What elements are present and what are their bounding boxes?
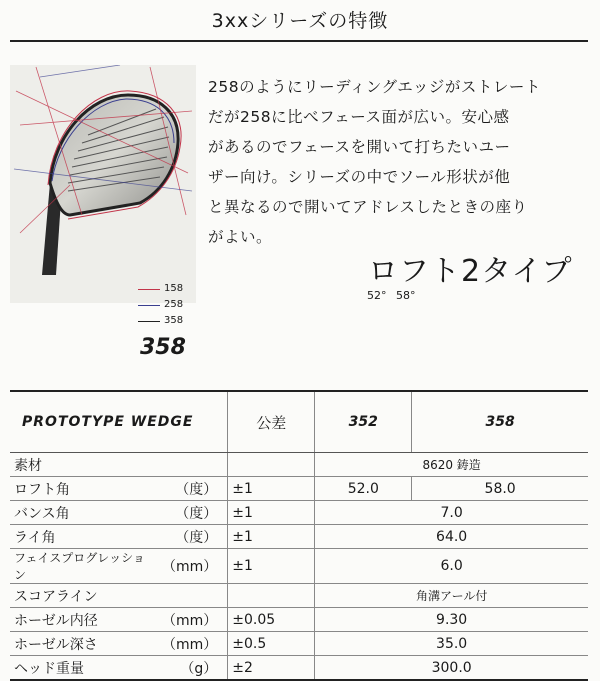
spec-name: ホーゼル深さ <box>10 632 158 656</box>
table-row <box>10 632 588 656</box>
loft-values: 52° 58° <box>367 289 416 302</box>
spec-value: 7.0 <box>315 501 588 525</box>
legend-label: 358 <box>164 315 184 326</box>
spec-value: 角溝アール付 <box>315 584 588 608</box>
description-line: 258のようにリーディングエッジがストレート <box>208 78 541 96</box>
legend-item <box>138 313 183 329</box>
table-row <box>10 453 588 477</box>
header-tolerance: 公差 <box>228 391 315 453</box>
spec-name: 素材 <box>10 453 158 477</box>
description-line: ザー向け。シリーズの中でソール形状が他 <box>208 168 511 186</box>
legend-swatch <box>138 321 160 322</box>
spec-unit: （度） <box>158 501 228 525</box>
wedge-image-panel <box>10 65 196 360</box>
description-line: がよい。 <box>208 228 273 246</box>
table-row <box>10 477 588 501</box>
spec-value-358: 58.0 <box>412 477 588 501</box>
wedge-head-illustration <box>10 65 196 303</box>
legend-swatch <box>138 289 160 290</box>
spec-name: バンス角 <box>10 501 158 525</box>
spec-name: ロフト角 <box>10 477 158 501</box>
spec-tolerance: ±1 <box>228 525 315 549</box>
spec-name: ホーゼル内径 <box>10 608 158 632</box>
spec-unit: （mm） <box>158 632 228 656</box>
wedge-head-shape <box>50 95 178 215</box>
spec-tolerance: ±2 <box>228 656 315 681</box>
spec-value: 300.0 <box>315 656 588 681</box>
spec-value: 6.0 <box>315 549 588 584</box>
legend-label: 158 <box>164 283 184 294</box>
spec-value: 35.0 <box>315 632 588 656</box>
spec-table <box>10 390 588 681</box>
spec-name: フェイスプログレッション <box>10 549 158 584</box>
table-row <box>10 584 588 608</box>
table-row <box>10 656 588 681</box>
outline-legend <box>138 281 183 329</box>
model-label: 358 <box>140 335 186 360</box>
loft-types-heading: ロフト2タイプ <box>368 254 573 289</box>
description-line: と異なるので開いてアドレスしたときの座り <box>208 198 528 216</box>
spec-unit: （g） <box>158 656 228 681</box>
spec-tolerance: ±1 <box>228 549 315 584</box>
spec-unit: （度） <box>158 477 228 501</box>
spec-value: 8620 鋳造 <box>315 453 588 477</box>
header-col-352: 352 <box>315 391 412 453</box>
spec-name: ライ角 <box>10 525 158 549</box>
table-row <box>10 501 588 525</box>
spec-unit <box>158 584 228 608</box>
spec-unit: （度） <box>158 525 228 549</box>
header-col-358: 358 <box>412 391 588 453</box>
legend-item <box>138 297 183 313</box>
spec-tolerance: ±1 <box>228 477 315 501</box>
spec-value-352: 52.0 <box>315 477 412 501</box>
table-row <box>10 525 588 549</box>
table-row <box>10 608 588 632</box>
table-row <box>10 549 588 584</box>
spec-unit <box>158 453 228 477</box>
spec-name: スコアライン <box>10 584 158 608</box>
description <box>208 72 594 252</box>
spec-value: 64.0 <box>315 525 588 549</box>
description-line: だが258に比べフェース面が広い。安心感 <box>208 108 510 126</box>
spec-tolerance: ±1 <box>228 501 315 525</box>
spec-tolerance: ±0.5 <box>228 632 315 656</box>
spec-name: ヘッド重量 <box>10 656 158 681</box>
legend-swatch <box>138 305 160 306</box>
spec-unit: （mm） <box>158 549 228 584</box>
spec-table-header <box>10 391 588 453</box>
page-title: 3xxシリーズの特徴 <box>211 10 389 32</box>
spec-tolerance <box>228 584 315 608</box>
legend-item <box>138 281 183 297</box>
legend-label: 258 <box>164 299 184 310</box>
spec-tolerance: ±0.05 <box>228 608 315 632</box>
title-divider <box>10 40 588 42</box>
spec-unit: （mm） <box>158 608 228 632</box>
spec-tolerance <box>228 453 315 477</box>
spec-value: 9.30 <box>315 608 588 632</box>
header-model-name: PROTOTYPE WEDGE <box>10 391 228 453</box>
description-line: があるのでフェースを開いて打ちたいユー <box>208 138 511 156</box>
spec-table-body <box>10 453 588 681</box>
